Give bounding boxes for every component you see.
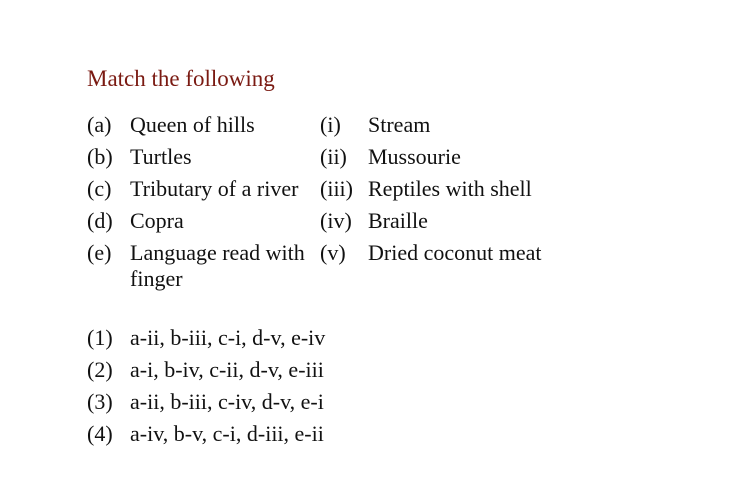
answer-options bbox=[87, 325, 325, 453]
answer-option-1[interactable] bbox=[87, 325, 325, 351]
column-a-text: Queen of hills bbox=[130, 112, 255, 137]
option-marker: (2) bbox=[87, 357, 113, 382]
option-text: a-iv, b-v, c-i, d-iii, e-ii bbox=[130, 421, 324, 446]
answer-option-4[interactable] bbox=[87, 421, 325, 447]
option-marker: (3) bbox=[87, 389, 113, 414]
column-b-item bbox=[320, 240, 542, 292]
column-a-item bbox=[87, 208, 320, 234]
match-table bbox=[87, 112, 542, 298]
match-row-d bbox=[87, 208, 542, 234]
column-a-item bbox=[87, 144, 320, 170]
column-b-text: Dried coconut meat bbox=[368, 240, 542, 265]
column-b-text: Mussourie bbox=[368, 144, 461, 169]
column-b-marker: (i) bbox=[320, 112, 341, 137]
column-a-item bbox=[87, 240, 320, 292]
column-a-marker: (c) bbox=[87, 176, 112, 201]
column-b-item bbox=[320, 112, 430, 138]
option-text: a-i, b-iv, c-ii, d-v, e-iii bbox=[130, 357, 324, 382]
column-b-item bbox=[320, 208, 428, 234]
match-row-c bbox=[87, 176, 542, 202]
column-b-text: Braille bbox=[368, 208, 428, 233]
column-a-item bbox=[87, 112, 320, 138]
match-row-b bbox=[87, 144, 542, 170]
answer-option-2[interactable] bbox=[87, 357, 325, 383]
match-row-e bbox=[87, 240, 542, 292]
match-row-a bbox=[87, 112, 542, 138]
column-a-marker: (a) bbox=[87, 112, 112, 137]
column-a-marker: (d) bbox=[87, 208, 113, 233]
column-a-marker: (b) bbox=[87, 144, 113, 169]
column-a-text: Language read with finger bbox=[130, 240, 305, 291]
column-b-marker: (ii) bbox=[320, 144, 347, 169]
column-b-text: Reptiles with shell bbox=[368, 176, 532, 201]
option-marker: (1) bbox=[87, 325, 113, 350]
column-a-text: Copra bbox=[130, 208, 184, 233]
column-b-item bbox=[320, 176, 532, 202]
column-a-text: Tributary of a river bbox=[130, 176, 299, 201]
column-b-marker: (v) bbox=[320, 240, 346, 265]
option-marker: (4) bbox=[87, 421, 113, 446]
column-b-marker: (iii) bbox=[320, 176, 353, 201]
column-b-text: Stream bbox=[368, 112, 431, 137]
question-title: Match the following bbox=[87, 66, 275, 91]
column-a-item bbox=[87, 176, 320, 202]
option-text: a-ii, b-iii, c-iv, d-v, e-i bbox=[130, 389, 324, 414]
option-text: a-ii, b-iii, c-i, d-v, e-iv bbox=[130, 325, 326, 350]
column-b-item bbox=[320, 144, 461, 170]
answer-option-3[interactable] bbox=[87, 389, 325, 415]
column-b-marker: (iv) bbox=[320, 208, 352, 233]
column-a-text: Turtles bbox=[130, 144, 192, 169]
column-a-marker: (e) bbox=[87, 240, 112, 265]
